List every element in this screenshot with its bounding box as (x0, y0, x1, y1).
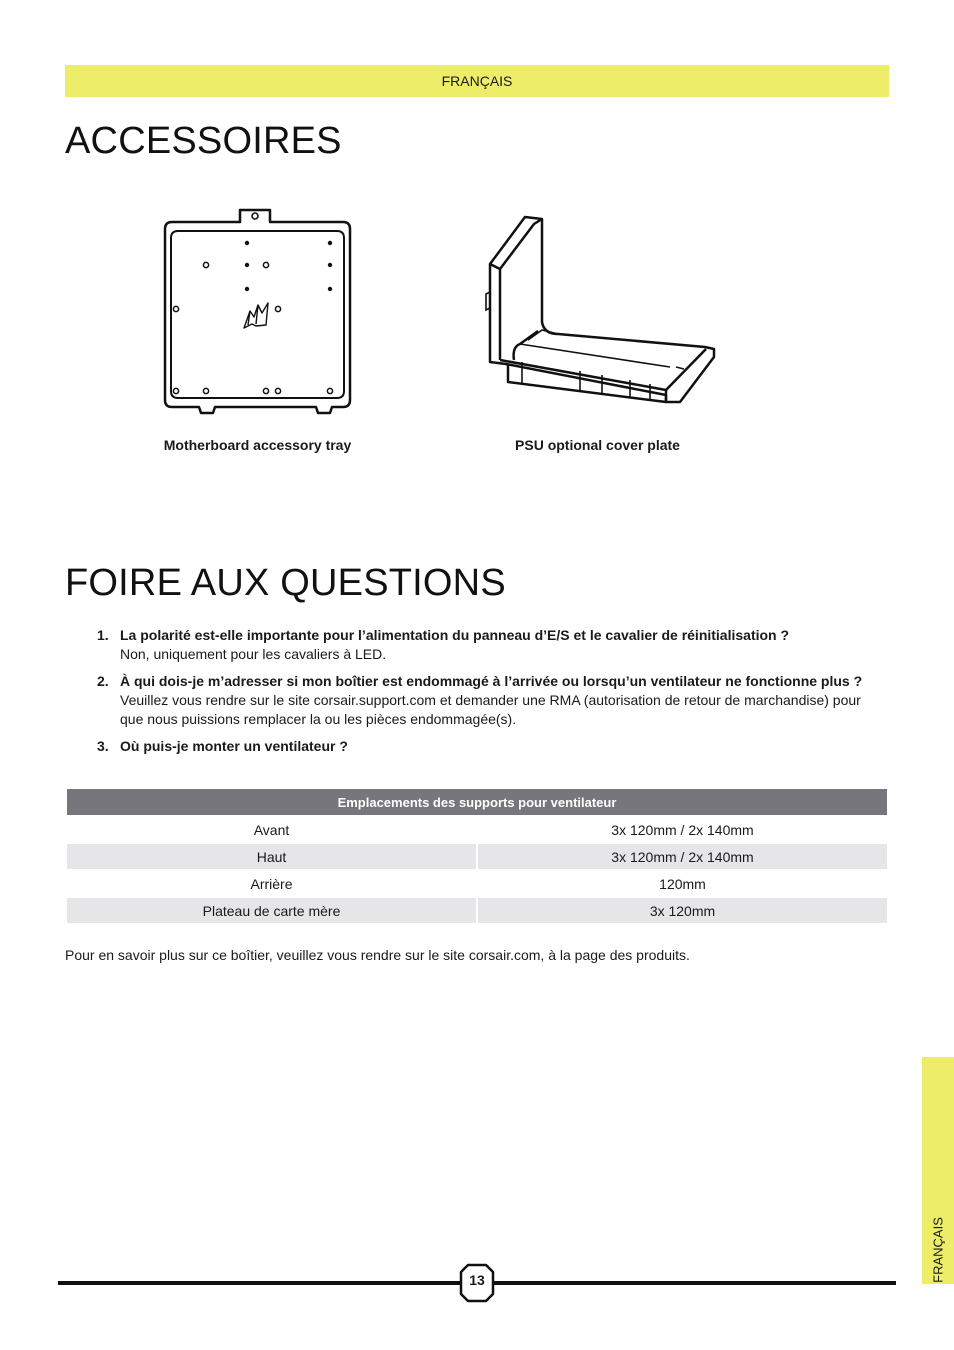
more-info-footnote: Pour en savoir plus sur ce boîtier, veuillez vous rendre sur le site corsair.com, à la page des produits. (65, 947, 690, 963)
table-row (67, 898, 887, 923)
language-header-label: FRANÇAIS (441, 73, 513, 89)
fan-location-cell: Avant (253, 821, 290, 838)
faq-item-2 (97, 672, 877, 729)
faq-item-1 (97, 626, 877, 664)
faq-item-number: 1. (97, 627, 109, 643)
faq-title: FOIRE AUX QUESTIONS (65, 562, 506, 604)
fan-location-cell: Plateau de carte mère (67, 898, 476, 923)
side-tab-label: FRANÇAIS (930, 1217, 946, 1283)
page-number: 13 (469, 1272, 485, 1288)
language-header-bar (65, 65, 889, 97)
faq-answer: Veuillez vous rendre sur le site corsair.support.com et demander une RMA (autorisation de retour de marchandise) pour que nous puissions remplacer la ou les pièces endommagée(s). (120, 692, 861, 727)
accessories-title: ACCESSOIRES (65, 120, 342, 162)
fan-support-cell: 3x 120mm (478, 898, 887, 923)
table-row (67, 871, 887, 896)
psu-cover-plate-caption: PSU optional cover plate (515, 437, 680, 453)
fan-support-cell: 120mm (659, 875, 706, 892)
faq-item-number: 2. (97, 673, 109, 689)
fan-location-cell: Arrière (250, 875, 293, 892)
table-row (67, 817, 887, 842)
faq-answer: Non, uniquement pour les cavaliers à LED. (120, 646, 387, 662)
fan-mount-table (65, 787, 889, 925)
faq-question: La polarité est-elle importante pour l’alimentation du panneau d’E/S et le cavalier de réinitialisation ? (120, 627, 790, 643)
fan-location-cell: Haut (67, 844, 476, 869)
faq-question: À qui dois-je m’adresser si mon boîtier est endommagé à l’arrivée ou lorsqu’un ventilateur ne fonctionne plus ? (120, 673, 863, 689)
fan-support-cell: 3x 120mm / 2x 140mm (611, 821, 754, 838)
faq-list (97, 626, 877, 764)
faq-item-3 (97, 737, 877, 756)
language-side-tab (922, 1057, 954, 1284)
fan-mount-table-header: Emplacements des supports pour ventilateur (67, 789, 887, 815)
faq-question: Où puis-je monter un ventilateur ? (120, 738, 348, 754)
psu-cover-plate-illustration (480, 212, 720, 407)
fan-support-cell: 3x 120mm / 2x 140mm (478, 844, 887, 869)
table-row (67, 844, 887, 869)
motherboard-tray-caption: Motherboard accessory tray (163, 437, 352, 453)
motherboard-tray-illustration (160, 205, 355, 420)
faq-item-number: 3. (97, 738, 109, 754)
